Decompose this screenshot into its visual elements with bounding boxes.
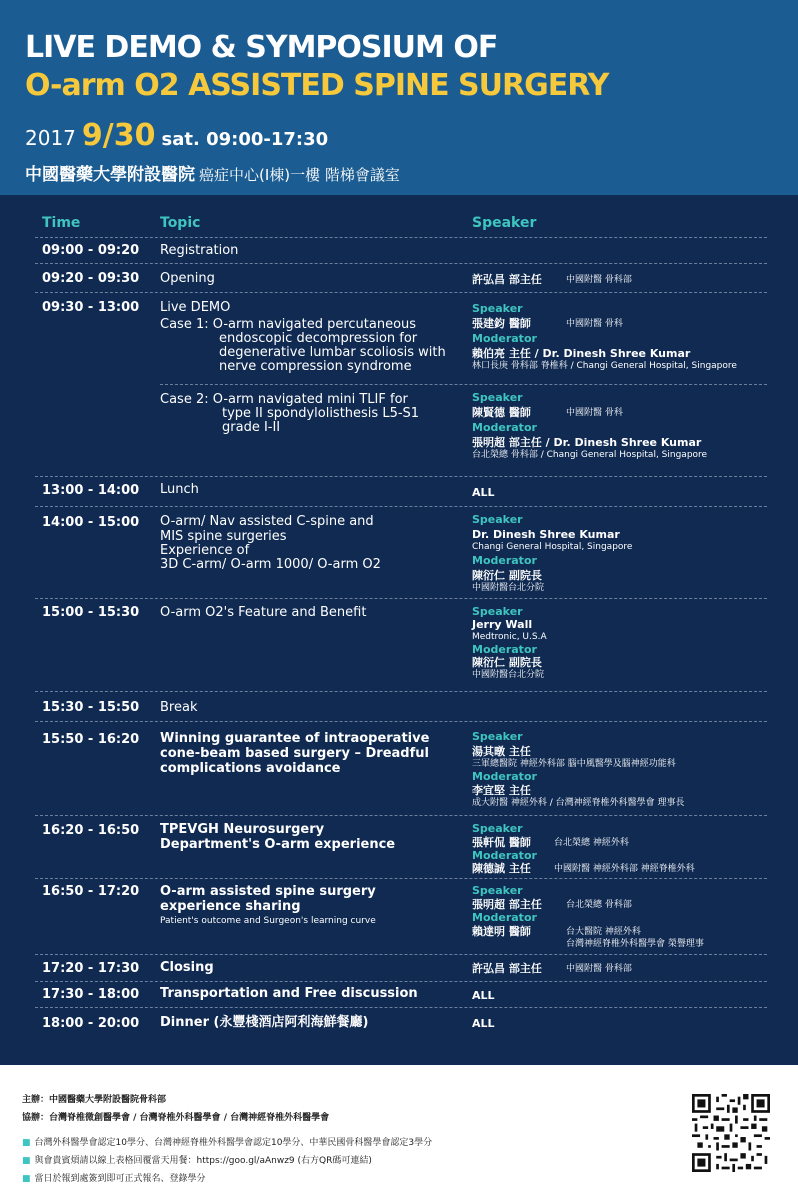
speaker-label: Speaker xyxy=(472,822,523,835)
speaker-name: Dr. Dinesh Shree Kumar xyxy=(472,528,620,541)
case2-line: grade I-II xyxy=(222,420,281,435)
moderator-label: Moderator xyxy=(472,911,537,924)
row-topic-note: Patient's outcome and Surgeon's learning curve xyxy=(160,916,376,926)
venue-hospital: 中國醫藥大學附設醫院 xyxy=(25,165,195,185)
row-topic: Transportation and Free discussion xyxy=(160,986,418,1001)
row-divider xyxy=(35,721,767,722)
moderator-label: Moderator xyxy=(472,643,537,656)
speaker-label: Speaker xyxy=(472,391,523,404)
bullet-icon: ■ xyxy=(22,1174,31,1184)
row-divider xyxy=(35,598,767,599)
row-divider xyxy=(35,476,767,477)
speaker-label: Speaker xyxy=(472,730,523,743)
moderator-affiliation: 成大附醫 神經外科 / 台灣神經脊椎外科醫學會 理事長 xyxy=(472,798,685,808)
speaker-name: 陳賢德 醫師 xyxy=(472,406,531,419)
co-organizer: 協辦：台灣脊椎微創醫學會 / 台灣脊椎外科醫學會 / 台灣神經脊椎外科醫學會 xyxy=(22,1113,330,1123)
speaker-affiliation: 台北榮總 神經外科 xyxy=(554,838,629,848)
row-time: 13:00 - 14:00 xyxy=(42,483,140,498)
row-time: 09:20 - 09:30 xyxy=(42,271,140,286)
footer-note: ■ 台灣外科醫學會認定10學分、台灣神經脊椎外科醫學會認定10學分、中華民國骨科醫學會認定3學分 xyxy=(22,1138,433,1148)
speaker-affiliation: Changi General Hospital, Singapore xyxy=(472,542,633,552)
row-topic: Break xyxy=(160,700,198,715)
moderator-label: Moderator xyxy=(472,849,537,862)
speaker-name: 許弘昌 部主任 xyxy=(472,962,542,975)
speaker-affiliation: 中國附醫 骨科部 xyxy=(566,964,632,974)
row-time: 09:00 - 09:20 xyxy=(42,243,140,258)
speaker-label: Speaker xyxy=(472,513,523,526)
moderator-name: 李宜堅 主任 xyxy=(472,784,531,797)
row-time: 14:00 - 15:00 xyxy=(42,515,140,530)
case2-line: type II spondylolisthesis L5-S1 xyxy=(222,406,420,421)
speaker-name: 湯其暾 主任 xyxy=(472,745,531,758)
case1-line: endoscopic decompression for xyxy=(219,331,418,346)
row-topic-line: TPEVGH Neurosurgery xyxy=(160,822,325,837)
moderator-name: 賴達明 醫師 xyxy=(472,925,531,938)
row-topic-line: O-arm/ Nav assisted C-spine and xyxy=(160,514,374,529)
moderator-name: 陳衍仁 副院長 xyxy=(472,569,542,582)
speaker-label: Speaker xyxy=(472,302,523,315)
row-time: 17:20 - 17:30 xyxy=(42,961,140,976)
speaker-label: Speaker xyxy=(472,605,523,618)
row-divider xyxy=(35,263,767,264)
footer-note: ■ 當日於報到處簽到即可正式報名、登錄學分 xyxy=(22,1174,206,1184)
organizer: 主辦：中國醫藥大學附設醫院骨科部 xyxy=(22,1095,167,1105)
speaker-all: ALL xyxy=(472,989,495,1002)
row-topic-line: complications avoidance xyxy=(160,761,341,776)
case2-line: Case 2: O-arm navigated mini TLIF for xyxy=(160,392,408,407)
event-date xyxy=(25,118,328,153)
moderator-affiliation: 林口長庚 骨科部 脊椎科 / Changi General Hospital, Singapore xyxy=(472,361,737,371)
speaker-affiliation: 三軍總醫院 神經外科部 腦中風醫學及腦神經功能科 xyxy=(472,759,676,769)
row-topic: Registration xyxy=(160,243,239,258)
row-topic-line: Experience of xyxy=(160,543,250,558)
row-time: 16:20 - 16:50 xyxy=(42,823,140,838)
row-divider xyxy=(35,1007,767,1008)
header xyxy=(0,0,798,195)
row-topic-line: cone-beam based surgery – Dreadful xyxy=(160,746,429,761)
row-divider xyxy=(35,815,767,816)
speaker-all: ALL xyxy=(472,486,495,499)
moderator-label: Moderator xyxy=(472,770,537,783)
title-line-1: LIVE DEMO & SYMPOSIUM OF xyxy=(25,30,498,65)
venue-room: 癌症中心(I棟)一樓 階梯會議室 xyxy=(199,166,400,184)
moderator-label: Moderator xyxy=(472,332,537,345)
col-header-topic: Topic xyxy=(160,215,201,231)
row-time: 16:50 - 17:20 xyxy=(42,884,140,899)
row-topic-line: experience sharing xyxy=(160,899,301,914)
speaker-affiliation: 中國附醫 骨科部 xyxy=(566,275,632,285)
row-time: 15:50 - 16:20 xyxy=(42,732,140,747)
row-divider xyxy=(35,691,767,692)
bullet-icon: ■ xyxy=(22,1138,31,1148)
row-divider xyxy=(35,954,767,955)
row-topic: Dinner (永豐棧酒店阿利海鮮餐廳) xyxy=(160,1015,369,1030)
moderator-affiliation: 中國附醫 神經外科部 神經脊椎外科 xyxy=(554,864,695,874)
moderator-affiliation: 台北榮總 骨科部 / Changi General Hospital, Singapore xyxy=(472,450,708,460)
moderator-name: 賴伯亮 主任 / Dr. Dinesh Shree Kumar xyxy=(472,347,691,360)
moderator-label: Moderator xyxy=(472,554,537,567)
row-time: 15:00 - 15:30 xyxy=(42,605,140,620)
row-time: 18:00 - 20:00 xyxy=(42,1016,140,1031)
moderator-affiliation: 中國附醫台北分院 xyxy=(472,583,545,593)
moderator-name: 陳衍仁 副院長 xyxy=(472,656,542,669)
footer-note: ■ 與會貴賓煩請以線上表格回覆當天用餐：https://goo.gl/aAnwz9 (右方QR碼可連結) xyxy=(22,1156,372,1166)
speaker-name: 張建鈞 醫師 xyxy=(472,317,531,330)
row-time: 09:30 - 13:00 xyxy=(42,300,140,315)
row-divider xyxy=(35,237,767,238)
row-topic-line: Winning guarantee of intraoperative xyxy=(160,731,430,746)
moderator-name: 陳德誠 主任 xyxy=(472,862,531,875)
row-topic-line: Department's O-arm experience xyxy=(160,837,396,852)
row-topic-line: O-arm assisted spine surgery xyxy=(160,884,376,899)
moderator-affiliation: 台大醫院 神經外科 xyxy=(566,927,641,937)
speaker-name: Jerry Wall xyxy=(472,618,533,631)
row-topic: Opening xyxy=(160,271,215,286)
row-time: 15:30 - 15:50 xyxy=(42,700,140,715)
speaker-affiliation: Medtronic, U.S.A xyxy=(472,632,547,642)
moderator-name: 張明超 部主任 / Dr. Dinesh Shree Kumar xyxy=(472,436,702,449)
speaker-name: 張明超 部主任 xyxy=(472,898,542,911)
speaker-affiliation: 中國附醫 骨科 xyxy=(566,408,623,418)
bullet-icon: ■ xyxy=(22,1156,31,1166)
moderator-affiliation: 中國附醫台北分院 xyxy=(472,670,545,680)
col-header-time: Time xyxy=(42,215,81,231)
row-divider xyxy=(35,292,767,293)
title-line-2: O-arm O2 ASSISTED SPINE SURGERY xyxy=(25,68,609,103)
qr-code-icon[interactable] xyxy=(692,1094,770,1172)
row-divider xyxy=(35,506,767,507)
speaker-all: ALL xyxy=(472,1017,495,1030)
event-time: sat. 09:00-17:30 xyxy=(161,129,329,150)
col-header-speaker: Speaker xyxy=(472,215,537,231)
event-venue xyxy=(25,160,400,185)
row-topic-line: 3D C-arm/ O-arm 1000/ O-arm O2 xyxy=(160,557,381,572)
row-topic: O-arm O2's Feature and Benefit xyxy=(160,605,367,620)
case1-line: degenerative lumbar scoliosis with xyxy=(219,345,446,360)
speaker-name: 張軒侃 醫師 xyxy=(472,836,531,849)
speaker-label: Speaker xyxy=(472,884,523,897)
speaker-name: 許弘昌 部主任 xyxy=(472,273,542,286)
event-day: 9/30 xyxy=(81,118,156,153)
event-year: 2017 xyxy=(25,126,76,150)
case-divider xyxy=(160,384,767,385)
speaker-affiliation: 中國附醫 骨科 xyxy=(566,319,623,329)
row-time: 17:30 - 18:00 xyxy=(42,987,140,1002)
speaker-affiliation: 台北榮總 骨科部 xyxy=(566,900,632,910)
row-divider xyxy=(35,878,767,879)
case1-line: Case 1: O-arm navigated percutaneous xyxy=(160,317,417,332)
row-topic: Live DEMO xyxy=(160,300,231,315)
case1-line: nerve compression syndrome xyxy=(219,359,412,374)
row-topic: Lunch xyxy=(160,482,199,497)
moderator-affiliation: 台灣神經脊椎外科醫學會 榮譽理事 xyxy=(566,939,704,949)
moderator-label: Moderator xyxy=(472,421,537,434)
row-divider xyxy=(35,981,767,982)
row-topic-line: MIS spine surgeries xyxy=(160,529,287,544)
row-topic: Closing xyxy=(160,960,214,975)
